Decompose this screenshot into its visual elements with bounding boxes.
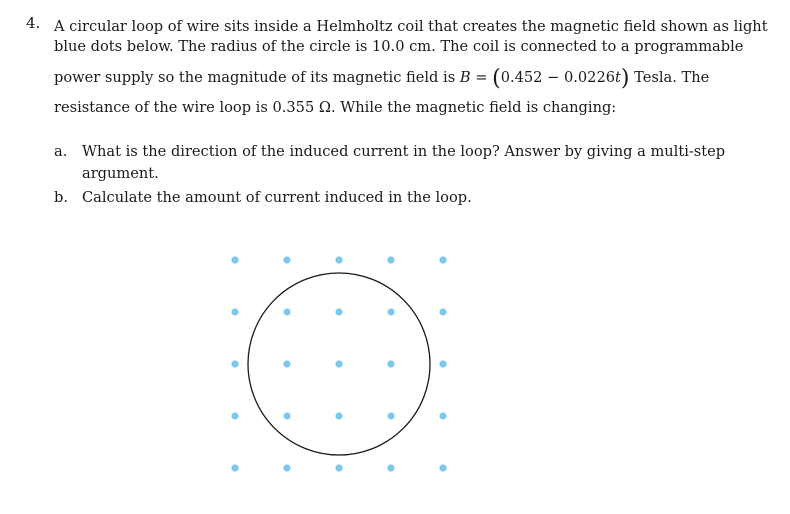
sub-question-b [54, 187, 770, 209]
question-line-4: resistance of the wire loop is 0.355 Ω. While the magnetic field is changing: [54, 99, 617, 116]
formula-expression: 0.452 − 0.0226 [500, 69, 616, 86]
formula-lhs: B [459, 69, 471, 86]
formula-variable: t [615, 69, 621, 86]
field-dot [283, 256, 290, 263]
question-line-1: A circular loop of wire sits inside a Helmholtz coil that creates the magnetic field shown as light [54, 18, 768, 35]
magnetic-field-figure [220, 245, 460, 485]
field-dot [439, 256, 446, 263]
field-dot [335, 412, 342, 419]
field-dot [283, 412, 290, 419]
field-dot [387, 308, 394, 315]
field-dot [439, 464, 446, 471]
question-text [54, 14, 770, 120]
field-diagram [220, 245, 460, 485]
sub-question-a-line-2: argument. [82, 165, 159, 182]
field-dot [335, 256, 342, 263]
field-dot [439, 412, 446, 419]
sub-question-a [54, 141, 770, 185]
formula-open-paren: ( [492, 66, 501, 91]
field-dot [231, 256, 238, 263]
field-dot [387, 412, 394, 419]
field-dot [283, 308, 290, 315]
field-dot [335, 360, 342, 367]
field-dot [283, 464, 290, 471]
field-dot [283, 360, 290, 367]
question-number: 4. [26, 14, 41, 32]
question-line-3 [54, 61, 770, 96]
formula-equals: = [470, 69, 493, 86]
sub-question-b-label: b. [54, 189, 68, 206]
sub-question-a-line-1: What is the direction of the induced current in the loop? Answer by giving a multi-step [82, 143, 726, 160]
field-dot [387, 256, 394, 263]
sub-questions [54, 141, 770, 211]
field-dot [231, 308, 238, 315]
sub-question-b-line-1: Calculate the amount of current induced in the loop. [82, 189, 472, 206]
sub-question-a-label: a. [54, 143, 68, 160]
field-dot [231, 360, 238, 367]
field-dot [231, 464, 238, 471]
field-dot [335, 464, 342, 471]
field-dot [387, 360, 394, 367]
question-line-3-text: power supply so the magnitude of its magnetic field is [54, 69, 460, 86]
formula-unit: Tesla. The [629, 69, 710, 86]
field-dot [231, 412, 238, 419]
field-dot [439, 308, 446, 315]
field-dot [335, 308, 342, 315]
formula-close-paren: ) [620, 66, 630, 91]
question-line-2: blue dots below. The radius of the circle is 10.0 cm. The coil is connected to a programmable [54, 38, 744, 55]
field-dot [439, 360, 446, 367]
field-dot [387, 464, 394, 471]
